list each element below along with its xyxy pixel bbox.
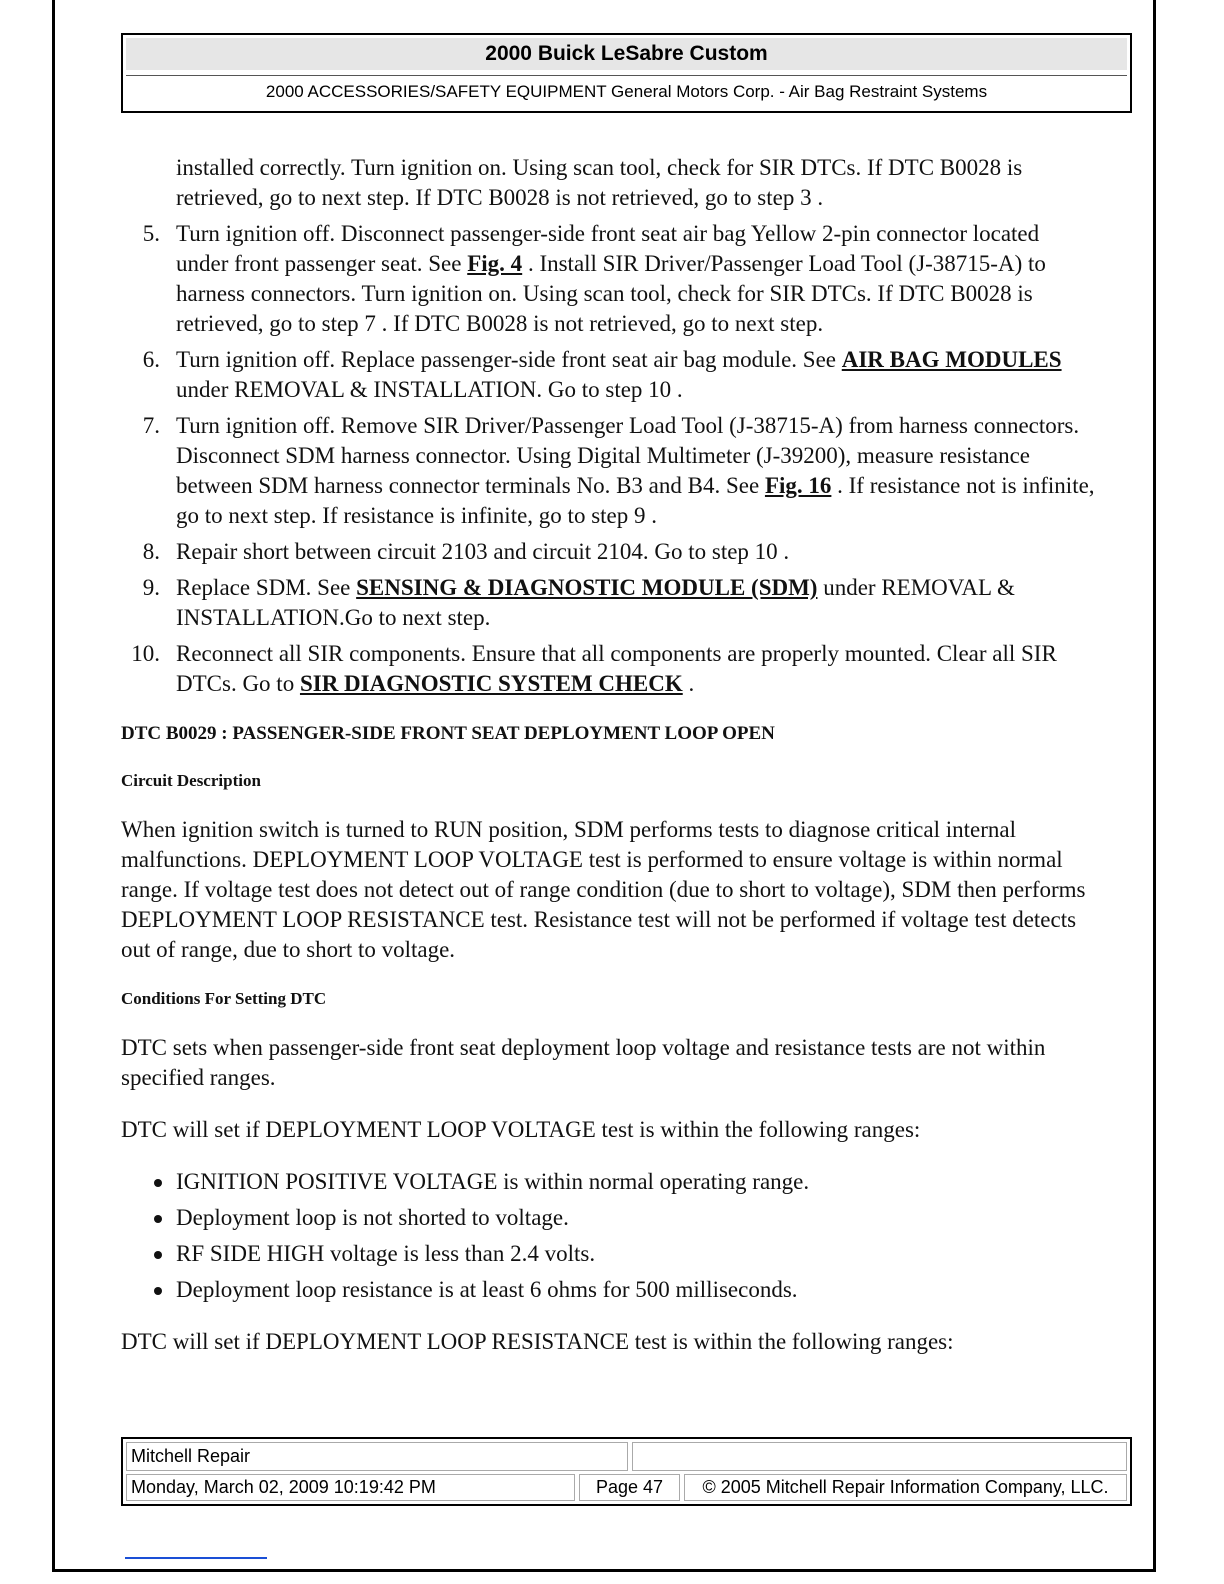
step-number: 6. [142,347,160,372]
circuit-description-heading: Circuit Description [121,771,261,790]
step-text: Turn ignition off. Disconnect passenger-side front seat air bag Yellow 2-pin connector located under front passenger seat. See [176,221,1040,276]
bullet-text: IGNITION POSITIVE VOLTAGE is within normal operating range. [176,1169,810,1194]
step-text: Reconnect all SIR components. Ensure that all components are properly mounted. Clear all SIR DTCs. Go to [176,641,1057,696]
footer-row-info [126,1474,1127,1501]
bullet-icon [154,1287,162,1295]
page-number: Page 47 [579,1474,680,1501]
step-8 [121,537,1096,567]
conditions-text: DTC sets when passenger-side front seat deployment loop voltage and resistance tests are not within specified ranges. [121,1035,1046,1090]
list-item [121,1203,1096,1233]
step-text: under REMOVAL & INSTALLATION.Go to next step. [176,575,1015,630]
step-text: under REMOVAL & INSTALLATION. Go to step 10 . [176,377,683,402]
document-footer [121,1437,1132,1506]
voltage-test-intro: DTC will set if DEPLOYMENT LOOP VOLTAGE test is within the following ranges: [121,1117,921,1142]
list-item [121,1239,1096,1269]
copyright-notice: © 2005 Mitchell Repair Information Company, LLC. [684,1474,1127,1501]
publisher-name: Mitchell Repair [126,1442,628,1471]
voltage-conditions-list [121,1167,1096,1305]
step-text: . If resistance not is infinite, go to next step. If resistance is infinite, go to step 9 . [176,473,1095,528]
dtc-heading: DTC B0029 : PASSENGER-SIDE FRONT SEAT DEPLOYMENT LOOP OPEN [121,723,775,744]
bullet-icon [154,1215,162,1223]
sdm-link[interactable]: SENSING & DIAGNOSTIC MODULE (SDM) [356,575,818,600]
step-5 [121,219,1096,339]
step-number: 8. [142,539,160,564]
step-text: Replace SDM. See [176,575,357,600]
step-number: 5. [142,221,160,246]
fig-16-link[interactable]: Fig. 16 [764,473,832,498]
continuation-text: installed correctly. Turn ignition on. Using scan tool, check for SIR DTCs. If DTC B0028 is retrieved, go to next step. If DTC B0028 is not retrieved, go to step 3 . [176,155,1023,210]
step-text: Turn ignition off. Remove SIR Driver/Passenger Load Tool (J-38715-A) from harness connectors. Disconnect SDM harness connector. Using Digital Multimeter (J-39200), measure resistance between SDM harness connector terminals No. B3 and B4. See [176,413,1080,498]
bullet-icon [154,1251,162,1259]
air-bag-modules-link[interactable]: AIR BAG MODULES [841,347,1062,372]
bottom-link-underline [125,1557,267,1559]
step-text: . [682,671,695,696]
bullet-text: Deployment loop resistance is at least 6 ohms for 500 milliseconds. [176,1277,798,1302]
step-6 [121,345,1096,405]
bullet-icon [154,1179,162,1187]
footer-row-publisher [126,1442,1127,1471]
section-subtitle: 2000 ACCESSORIES/SAFETY EQUIPMENT General Motors Corp. - Air Bag Restraint Systems [126,75,1127,108]
circuit-description-text: When ignition switch is turned to RUN position, SDM performs tests to diagnose critical internal malfunctions. DEPLOYMENT LOOP VOLTAGE test is performed to ensure voltage is within normal range. If voltage test does not detect out of range condition (due to short to voltage), SDM then performs DEPLOYMENT LOOP RESISTANCE test. Resistance test will not be performed if voltage test detects out of range, due to short to voltage. [121,817,1086,962]
step-number: 9. [142,575,160,600]
step-10 [121,639,1096,699]
step-text: Repair short between circuit 2103 and circuit 2104. Go to step 10 . [176,539,790,564]
bullet-text: RF SIDE HIGH voltage is less than 2.4 volts. [176,1241,596,1266]
list-item [121,1275,1096,1305]
bullet-text: Deployment loop is not shorted to voltage. [176,1205,569,1230]
conditions-heading: Conditions For Setting DTC [121,989,327,1008]
document-header [121,33,1132,113]
step-text: Turn ignition off. Replace passenger-side front seat air bag module. See [176,347,842,372]
fig-4-link[interactable]: Fig. 4 [467,251,523,276]
list-item [121,1167,1096,1197]
step-7 [121,411,1096,531]
resistance-test-intro: DTC will set if DEPLOYMENT LOOP RESISTANCE test is within the following ranges: [121,1329,954,1354]
print-date: Monday, March 02, 2009 10:19:42 PM [126,1474,575,1501]
procedure-steps [121,219,1096,699]
main-content [121,153,1096,1357]
footer-empty-cell [632,1442,1127,1471]
vehicle-title: 2000 Buick LeSabre Custom [126,38,1127,70]
step-number: 10. [131,641,160,666]
step-number: 7. [142,413,160,438]
step-9 [121,573,1096,633]
step-text: . Install SIR Driver/Passenger Load Tool (J-38715-A) to harness connectors. Turn ignition on. Using scan tool, check for SIR DTCs. If DTC B0028 is retrieved, go to step 7 . If DTC B0028 is not retrieved, go to next step. [176,251,1046,336]
sir-diagnostic-check-link[interactable]: SIR DIAGNOSTIC SYSTEM CHECK [299,671,683,696]
